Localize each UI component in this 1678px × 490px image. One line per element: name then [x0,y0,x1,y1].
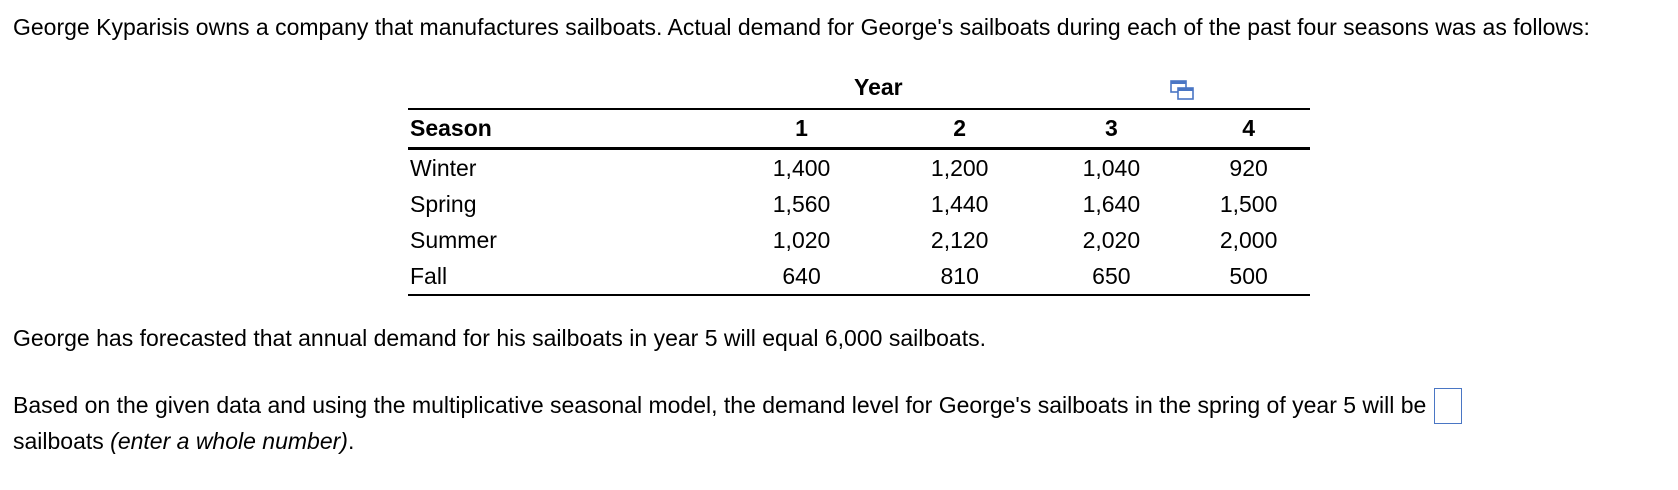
question-end-punctuation: . [347,428,355,454]
table-row [408,186,1310,222]
demand-cell: 2,000 [1219,226,1278,253]
season-column-header: Season [410,115,492,141]
table-row [408,222,1310,258]
demand-cell: 1,200 [930,154,989,181]
demand-cell: 1,400 [772,154,831,181]
demand-cell: 810 [940,262,979,289]
forecast-statement: George has forecasted that annual demand for his sailboats in year 5 will equal 6,000 sailboats. [13,325,986,351]
problem-intro: George Kyparisis owns a company that manufactures sailboats. Actual demand for George's sailboats during each of the past four seasons was as follows: [13,14,1590,40]
table-group-header [408,70,1310,108]
question-text-after: sailboats [13,428,104,454]
demand-cell: 1,020 [772,226,831,253]
demand-cell: 1,040 [1082,154,1141,181]
year-2-column-header: 2 [953,115,967,141]
answer-input[interactable] [1434,388,1462,424]
year-4-column-header: 4 [1242,115,1255,141]
year-1-column-header: 1 [795,115,808,141]
answer-hint: (enter a whole number) [110,428,348,454]
season-cell: Spring [410,190,477,217]
demand-cell: 500 [1229,262,1268,289]
year-3-column-header: 3 [1104,115,1118,141]
demand-cell: 1,440 [930,190,989,217]
season-cell: Fall [410,262,448,289]
demand-table [408,108,1310,296]
demand-cell: 1,560 [772,190,831,217]
season-cell: Winter [410,154,477,181]
question-text [13,387,1673,459]
table-header-row [408,109,1310,149]
demand-cell: 2,120 [930,226,989,253]
demand-cell: 920 [1229,154,1268,181]
table-row [408,149,1310,187]
season-cell: Summer [410,226,497,253]
demand-cell: 1,640 [1082,190,1141,217]
demand-cell: 640 [782,262,821,289]
demand-cell: 2,020 [1082,226,1141,253]
question-text-before: Based on the given data and using the multiplicative seasonal model, the demand level for George's sailboats in the spring of year 5 will be [13,392,1427,418]
copy-table-icon[interactable] [1170,80,1194,102]
year-header: Year [854,74,903,100]
table-row [408,258,1310,295]
demand-cell: 1,500 [1219,190,1278,217]
demand-cell: 650 [1092,262,1131,289]
